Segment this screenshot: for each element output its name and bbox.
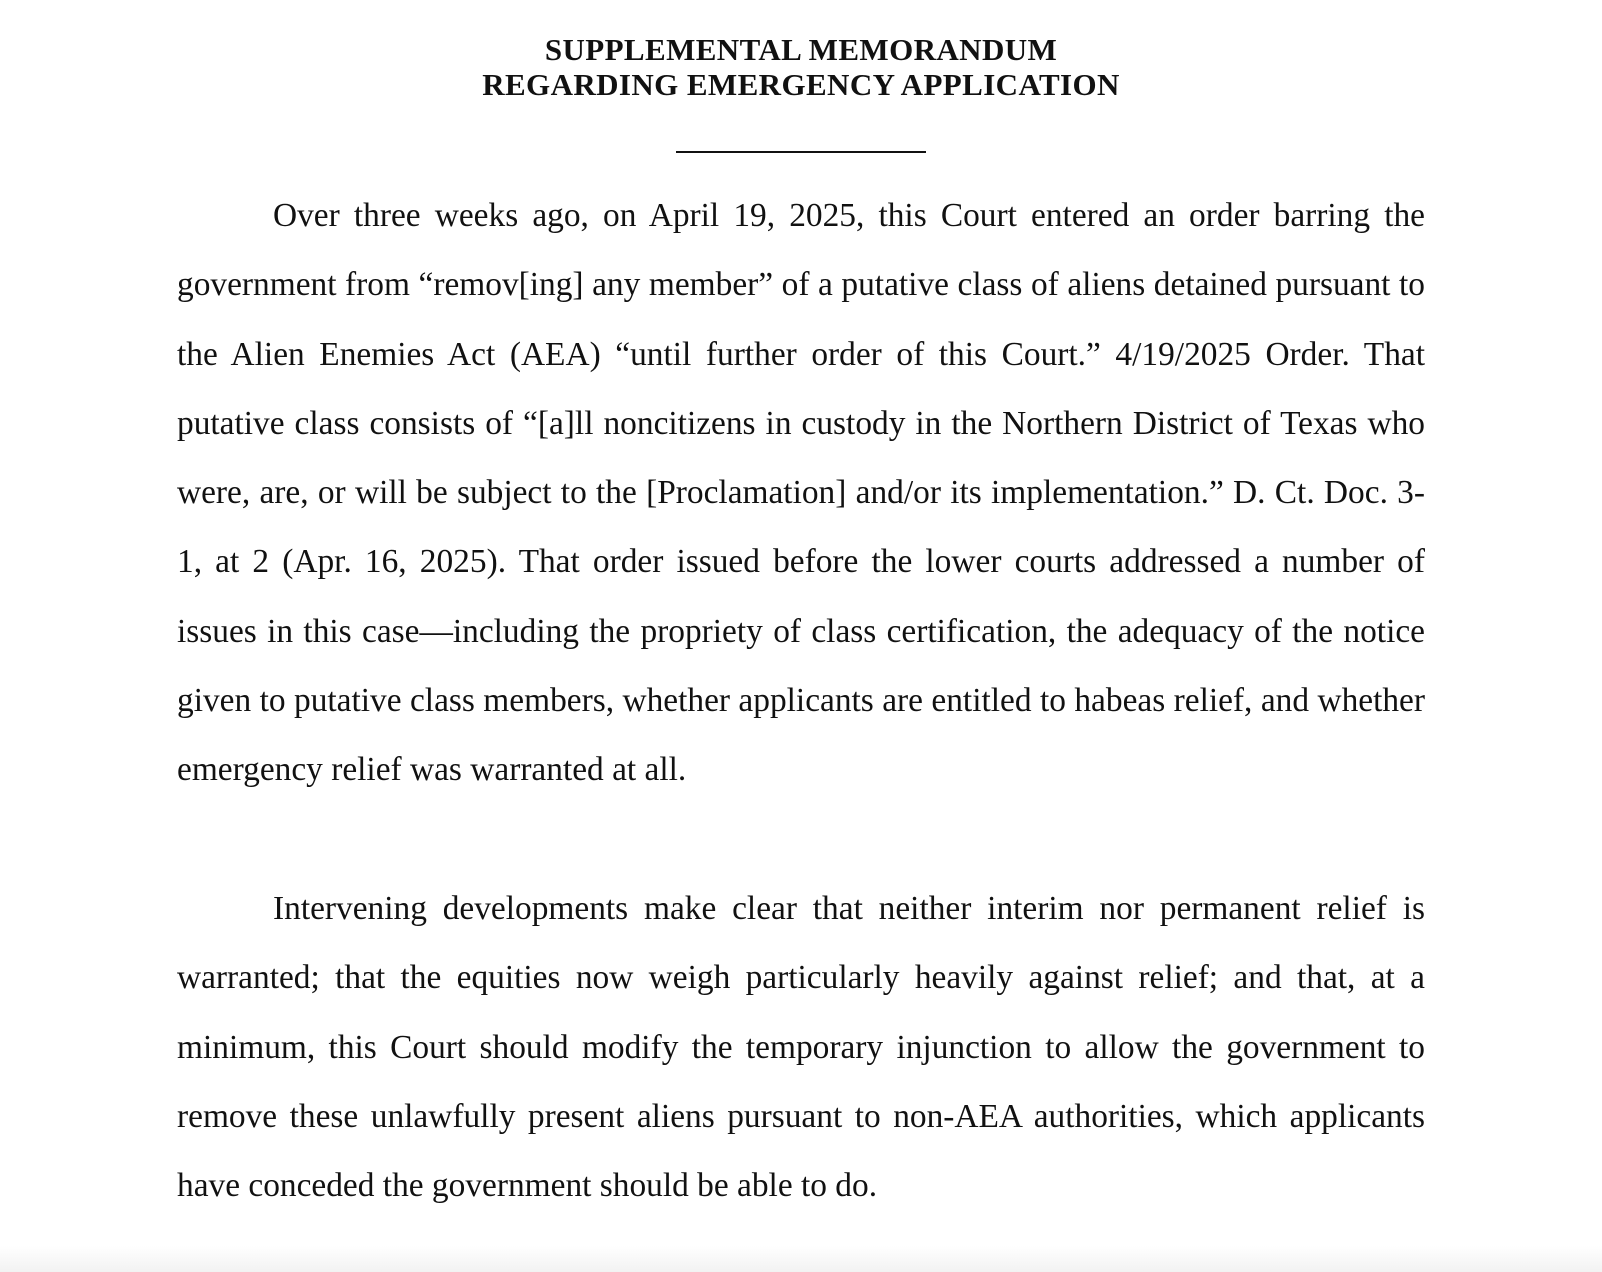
title-line-1: SUPPLEMENTAL MEMORANDUM — [544, 32, 1058, 67]
page-bottom-shadow — [0, 1246, 1602, 1272]
title-line-2: REGARDING EMERGENCY APPLICATION — [482, 67, 1120, 102]
memorandum-heading — [0, 32, 1602, 102]
paragraph-1: Over three weeks ago, on April 19, 2025, this Court entered an order barring the government from “remov[ing] any member” of a putative class of aliens detained pursuant to the Alien Enemies Act (AEA) “until further order of this Court.” 4/19/2025 Order. That putative class consists of “[a]ll noncitizens in custody in the Northern District of Texas who were, are, or will be subject to the [Proclamation] and/or its implementation.” D. Ct. Doc. 3-1, at 2 (Apr. 16, 2025). That order issued before the lower courts addressed a number of issues in this case—including the propriety of class certification, the adequacy of the notice given to putative class members, whether applicants are entitled to habeas relief, and whether emergency relief was warranted at all. — [177, 197, 1425, 789]
paragraph-2: Intervening developments make clear that neither interim nor permanent relief is warranted; that the equities now weigh particularly heavily against relief; and that, at a minimum, this Court should modify the temporary injunction to allow the government to remove these unlawfully present aliens pursuant to non-AEA authorities, which applicants have conceded the government should be able to do. — [177, 890, 1425, 1205]
heading-divider — [676, 151, 926, 153]
